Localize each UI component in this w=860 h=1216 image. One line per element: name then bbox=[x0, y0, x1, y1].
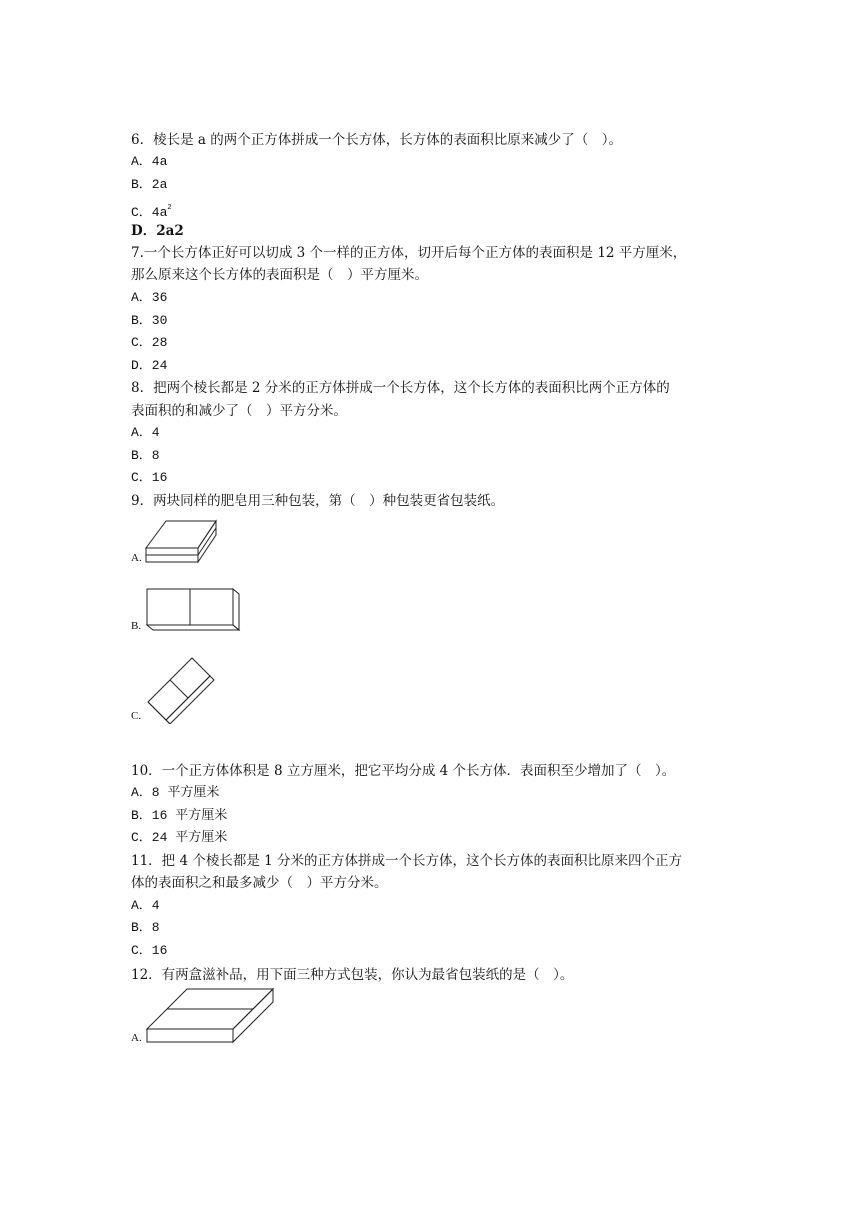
q12-stem: 12．有两盒滋补品，用下面三种方式包装，你认为最省包装纸的是（ ）。 bbox=[131, 967, 574, 983]
q11-option-b: B．8 bbox=[131, 920, 160, 935]
q7-option-d: D．24 bbox=[131, 358, 168, 373]
q11-stem-line1: 11．把 4 个棱长都是 1 分米的正方体拼成一个长方体，这个长方体的表面积比原来四个正方 bbox=[131, 853, 683, 869]
q6-option-c: C．$4a^2$ bbox=[131, 204, 172, 220]
q9-stem: 9．两块同样的肥皂用三种包装，第（ ）种包装更省包装纸。 bbox=[131, 493, 505, 509]
q12-option-a-label: A. bbox=[131, 1032, 142, 1044]
q8-stem-line1: 8．把两个棱长都是 2 分米的正方体拼成一个长方体，这个长方体的表面积比两个正方体的 bbox=[131, 380, 670, 396]
q9-option-b-label: B. bbox=[131, 620, 142, 632]
q8-option-b: B．8 bbox=[131, 448, 160, 463]
q7-option-c: C．28 bbox=[131, 335, 168, 350]
q11-option-c: C．16 bbox=[131, 943, 168, 958]
q9-option-c-label: C. bbox=[131, 710, 142, 722]
q7-option-b: B．30 bbox=[131, 313, 168, 328]
q10-option-a: A．8 平方厘米 bbox=[131, 785, 220, 800]
q9-option-b-box-figure bbox=[144, 586, 242, 634]
q6-option-a: A．4a bbox=[131, 154, 168, 169]
q6-option-c-exponent: 2 bbox=[167, 204, 172, 212]
q10-option-b: B．16 平方厘米 bbox=[131, 808, 228, 823]
q9-option-c-box-figure bbox=[144, 652, 216, 724]
q11-option-a: A．4 bbox=[131, 898, 160, 913]
q9-option-a-label: A. bbox=[131, 552, 142, 564]
q6-option-d: D．2a2 bbox=[131, 223, 184, 239]
q6-stem: 6．棱长是 a 的两个正方体拼成一个长方体，长方体的表面积比原来减少了（ ）。 bbox=[131, 132, 622, 148]
q7-stem-line2: 那么原来这个长方体的表面积是（ ）平方厘米。 bbox=[131, 267, 428, 283]
q7-option-a: A．36 bbox=[131, 290, 168, 305]
q8-option-c: C．16 bbox=[131, 470, 168, 485]
q8-option-a: A．4 bbox=[131, 425, 160, 440]
q10-stem: 10．一个正方体体积是 8 立方厘米，把它平均分成 4 个长方体．表面积至少增加了（ ）。 bbox=[131, 763, 676, 779]
q12-option-a-box-figure bbox=[144, 985, 276, 1047]
q9-option-a-box-figure bbox=[144, 518, 218, 566]
q8-stem-line2: 表面积的和减少了（ ）平方分米。 bbox=[131, 403, 347, 419]
q11-stem-line2: 体的表面积之和最多减少（ ）平方分米。 bbox=[131, 875, 388, 891]
q7-stem-line1: 7.一个长方体正好可以切成 3 个一样的正方体，切开后每个正方体的表面积是 12 平方厘米， bbox=[131, 245, 687, 261]
q10-option-c: C．24 平方厘米 bbox=[131, 830, 228, 845]
q6-option-b: B．2a bbox=[131, 177, 168, 192]
